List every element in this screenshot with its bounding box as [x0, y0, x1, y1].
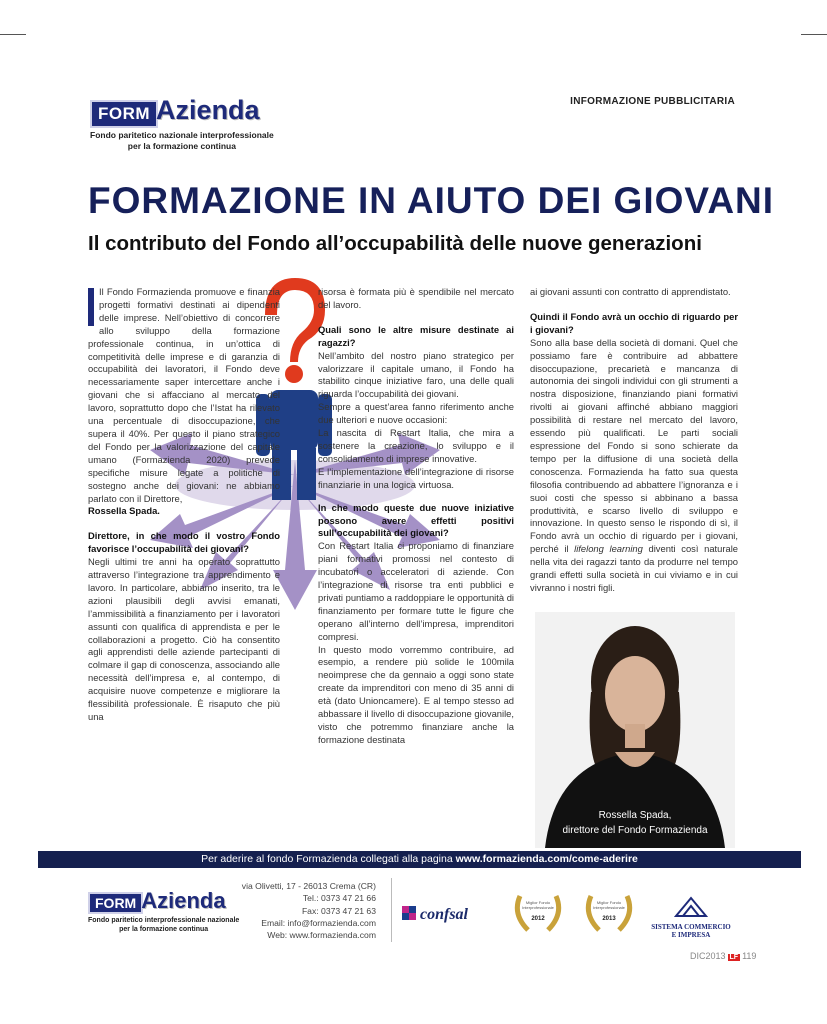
interviewee-name: Rossella Spada. [88, 505, 160, 517]
footer-logo-sub-1: Fondo paritetico interprofessionale nazionale [88, 917, 240, 924]
laurel-wreath-icon [510, 890, 566, 934]
crop-mark-right [801, 34, 827, 35]
award-2-label: Miglior Fondo Interprofessionale [593, 900, 625, 910]
page-title: FORMAZIONE IN AIUTO DEI GIOVANI [88, 180, 775, 221]
article-column-1 [88, 286, 280, 724]
article-intro: Il Fondo Formazienda promuove e finanzia progetti formativi destinati ai dipendenti delle imprese. Nell’obiettivo di concorrere allo sviluppo della formazione professionale continua, in un’ottica di competitività delle imprese e di garanzia di occupabilità dei lavoratori, il Fondo deve necessariamente saper intercettare anche i giovani che si affacciano al mercato del lavoro, soprattutto dopo che l’Istat ha rilevato una percentuale di disoccupazione, che supera il 40%. Per questo il piano strategico del Fondo per la valorizzazione del capitale umano (Formazienda 2020) prevede specifiche misure legate a politiche di sostegno anche dei giovani: ne abbiamo parlato con il Direttore, [88, 286, 280, 504]
award-1-year: 2012 [531, 916, 545, 922]
question-4: Quindi il Fondo avrà un occhio di riguardo per i giovani? [530, 310, 738, 335]
contacts-block [240, 880, 376, 941]
sistema-line-1: SISTEMA COMMERCIO [651, 923, 731, 931]
answer-3-p2: In questo modo vorremmo contribuire, ad esempio, a rendere più solide le 100mila neoimprese che da gennaio a oggi sono state create da imprenditori con meno di 35 anni di età (dato Unioncamere). E al tempo stesso ad abbassare il livello di disoccupazione giovanile, visto che potremmo finanziare anche la formazione destinata [318, 643, 514, 745]
question-3: In che modo queste due nuove iniziative possono avere effetti positivi sull’occupabilità dei giovani? [318, 501, 514, 539]
page-subtitle: Il contributo del Fondo all’occupabilità delle nuove generazioni [88, 232, 702, 255]
answer-2-p1: Nell’ambito del nostro piano strategico per valorizzare il capitale umano, il Fondo ha stabilito cinque iniziative faro, una delle quali riguarda l’occupabilità dei giovani. [318, 349, 514, 400]
answer-3-end: ai giovani assunti con contratto di apprendistato. [530, 286, 731, 297]
lifelong-learning-term: lifelong learning [574, 543, 643, 555]
question-2: Quali sono le altre misure destinate ai ragazzi? [318, 323, 514, 348]
page-number: 119 [742, 951, 757, 961]
issue-date: DIC2013 [690, 951, 726, 961]
contact-web[interactable]: Web: www.formazienda.com [267, 930, 376, 941]
laurel-wreath-icon [581, 890, 637, 934]
lf-badge: LF [729, 954, 739, 961]
sistema-commercio-logo [650, 896, 732, 939]
caption-role: direttore del Fondo Formazienda [562, 825, 708, 836]
article-column-3 [530, 286, 738, 595]
contact-address: via Olivetti, 17 - 26013 Crema (CR) [241, 881, 376, 891]
answer-3: Con Restart Italia ci proponiamo di finanziare piani formativi promossi nel contesto di incubatori o acceleratori di aziende. Con l’integrazione di risorse tra enti pubblici e privati puntiamo a raddoppiare le opportunità di finanziamento per formare tutte le figure che operano all’interno dell’impresa, imprenditori compresi. [318, 540, 514, 642]
footer-formazienda-logo [88, 888, 239, 934]
award-2-year: 2013 [602, 916, 616, 922]
banner-text: Per aderire al fondo Formazienda collegati alla pagina [201, 853, 453, 865]
sistema-emblem-icon [674, 896, 708, 918]
answer-1-end: risorsa è formata più è spendibile nel mercato del lavoro. [318, 286, 514, 310]
answer-2-p2: Sempre a quest’area fanno riferimento anche due ulteriori e nuove occasioni: [318, 401, 514, 426]
footer-logo-form: FORM [88, 892, 143, 914]
footer-divider [391, 878, 392, 942]
join-banner [38, 851, 801, 868]
footer-logo-azienda: Azienda [141, 888, 226, 913]
photo-caption [535, 808, 735, 838]
answer-4: Sono alla base della società di domani. Quel che possiamo fare è contribuire ad abbattere disoccupazione, precarietà e mancanza di autonomia dei singoli individui con gli strumenti a nostra disposizione, finanziando piani formativi rivolti ai giovani affinché abbiano maggiori possibilità di restare nel mercato del lavoro, essendo più qualificati. Le parti sociali espressione del Fondo si sono schierate da tempo per la diffusione di una società della conoscenza. Formazienda ha fatto sua questa filosofia contribuendo ad abbattere l’ignoranza e i suoi costi che spesso si abbinano a bassa produttività, e scarso livello di sviluppo e innovazione. In questo senso le rispondo di sì, il Fondo avrà un occhio di riguardo per i giovani, perché il lifelong learning diventi così naturale nella vita dei ragazzi tanto da produrre nel tempo grandi effetti sulla società in cui viviamo e in cui vivranno i nostri figli. [530, 336, 738, 593]
contact-tel: Tel.: 0373 47 21 66 [302, 893, 376, 904]
award-1-label: Miglior Fondo Interprofessionale [522, 900, 554, 910]
award-badge-2013 [581, 890, 637, 934]
contact-email[interactable]: Email: info@formazienda.com [261, 917, 376, 928]
caption-name: Rossella Spada, [598, 810, 672, 821]
article-column-2 [318, 286, 514, 747]
contact-fax: Fax: 0373 47 21 63 [301, 905, 376, 916]
logo-form: FORM [90, 100, 158, 128]
logo-subtitle-2: per la formazione continua [127, 141, 236, 151]
logo-azienda: Azienda [156, 95, 260, 125]
question-1: Direttore, in che modo il vostro Fondo favorisce l’occupabilità dei giovani? [88, 530, 280, 555]
award-badge-2012 [510, 890, 566, 934]
banner-url-link[interactable]: www.formazienda.com/come-aderire [455, 853, 638, 865]
footer-logo-sub-2: per la formazione continua [119, 926, 209, 933]
advert-label: INFORMAZIONE PUBBLICITARIA [570, 96, 735, 107]
crop-mark-left [0, 34, 26, 35]
answer-1: Negli ultimi tre anni ha operato soprattutto attraverso l’integrazione tra apprendimento e lavoro. In particolare, abbiamo inserito, tra le azioni plausibili degli avvisi emanati, l’ammissibilità a finanziamento per i lavoratori assunti con qualifica di apprendista e per le collaborazioni a progetto. Ciò ha consentito agli apprendisti delle aziende partecipanti di colmare il gap di conoscenza, associando alle necessità dell’impresa e, al contempo, di acquisire nuove competenze e migliorare la flessibilità professionale. È risaputo che più una [88, 556, 280, 722]
answer-2-p4: E l’implementazione dell’integrazione di risorse finanziarie in una logica virtuosa. [318, 465, 514, 490]
sistema-line-2: E IMPRESA [671, 931, 711, 939]
dropcap-bar [88, 288, 94, 326]
page-footer-info [690, 951, 756, 961]
logo-subtitle-1: Fondo paritetico nazionale interprofessionale [90, 130, 274, 140]
confsal-logo [402, 902, 494, 924]
formazienda-logo [90, 95, 274, 152]
confsal-text: confsal [420, 906, 468, 923]
answer-2-p3: La nascita di Restart Italia, che mira a sostenere la creazione, lo sviluppo e il consolidamento di imprese innovative. [318, 427, 514, 464]
